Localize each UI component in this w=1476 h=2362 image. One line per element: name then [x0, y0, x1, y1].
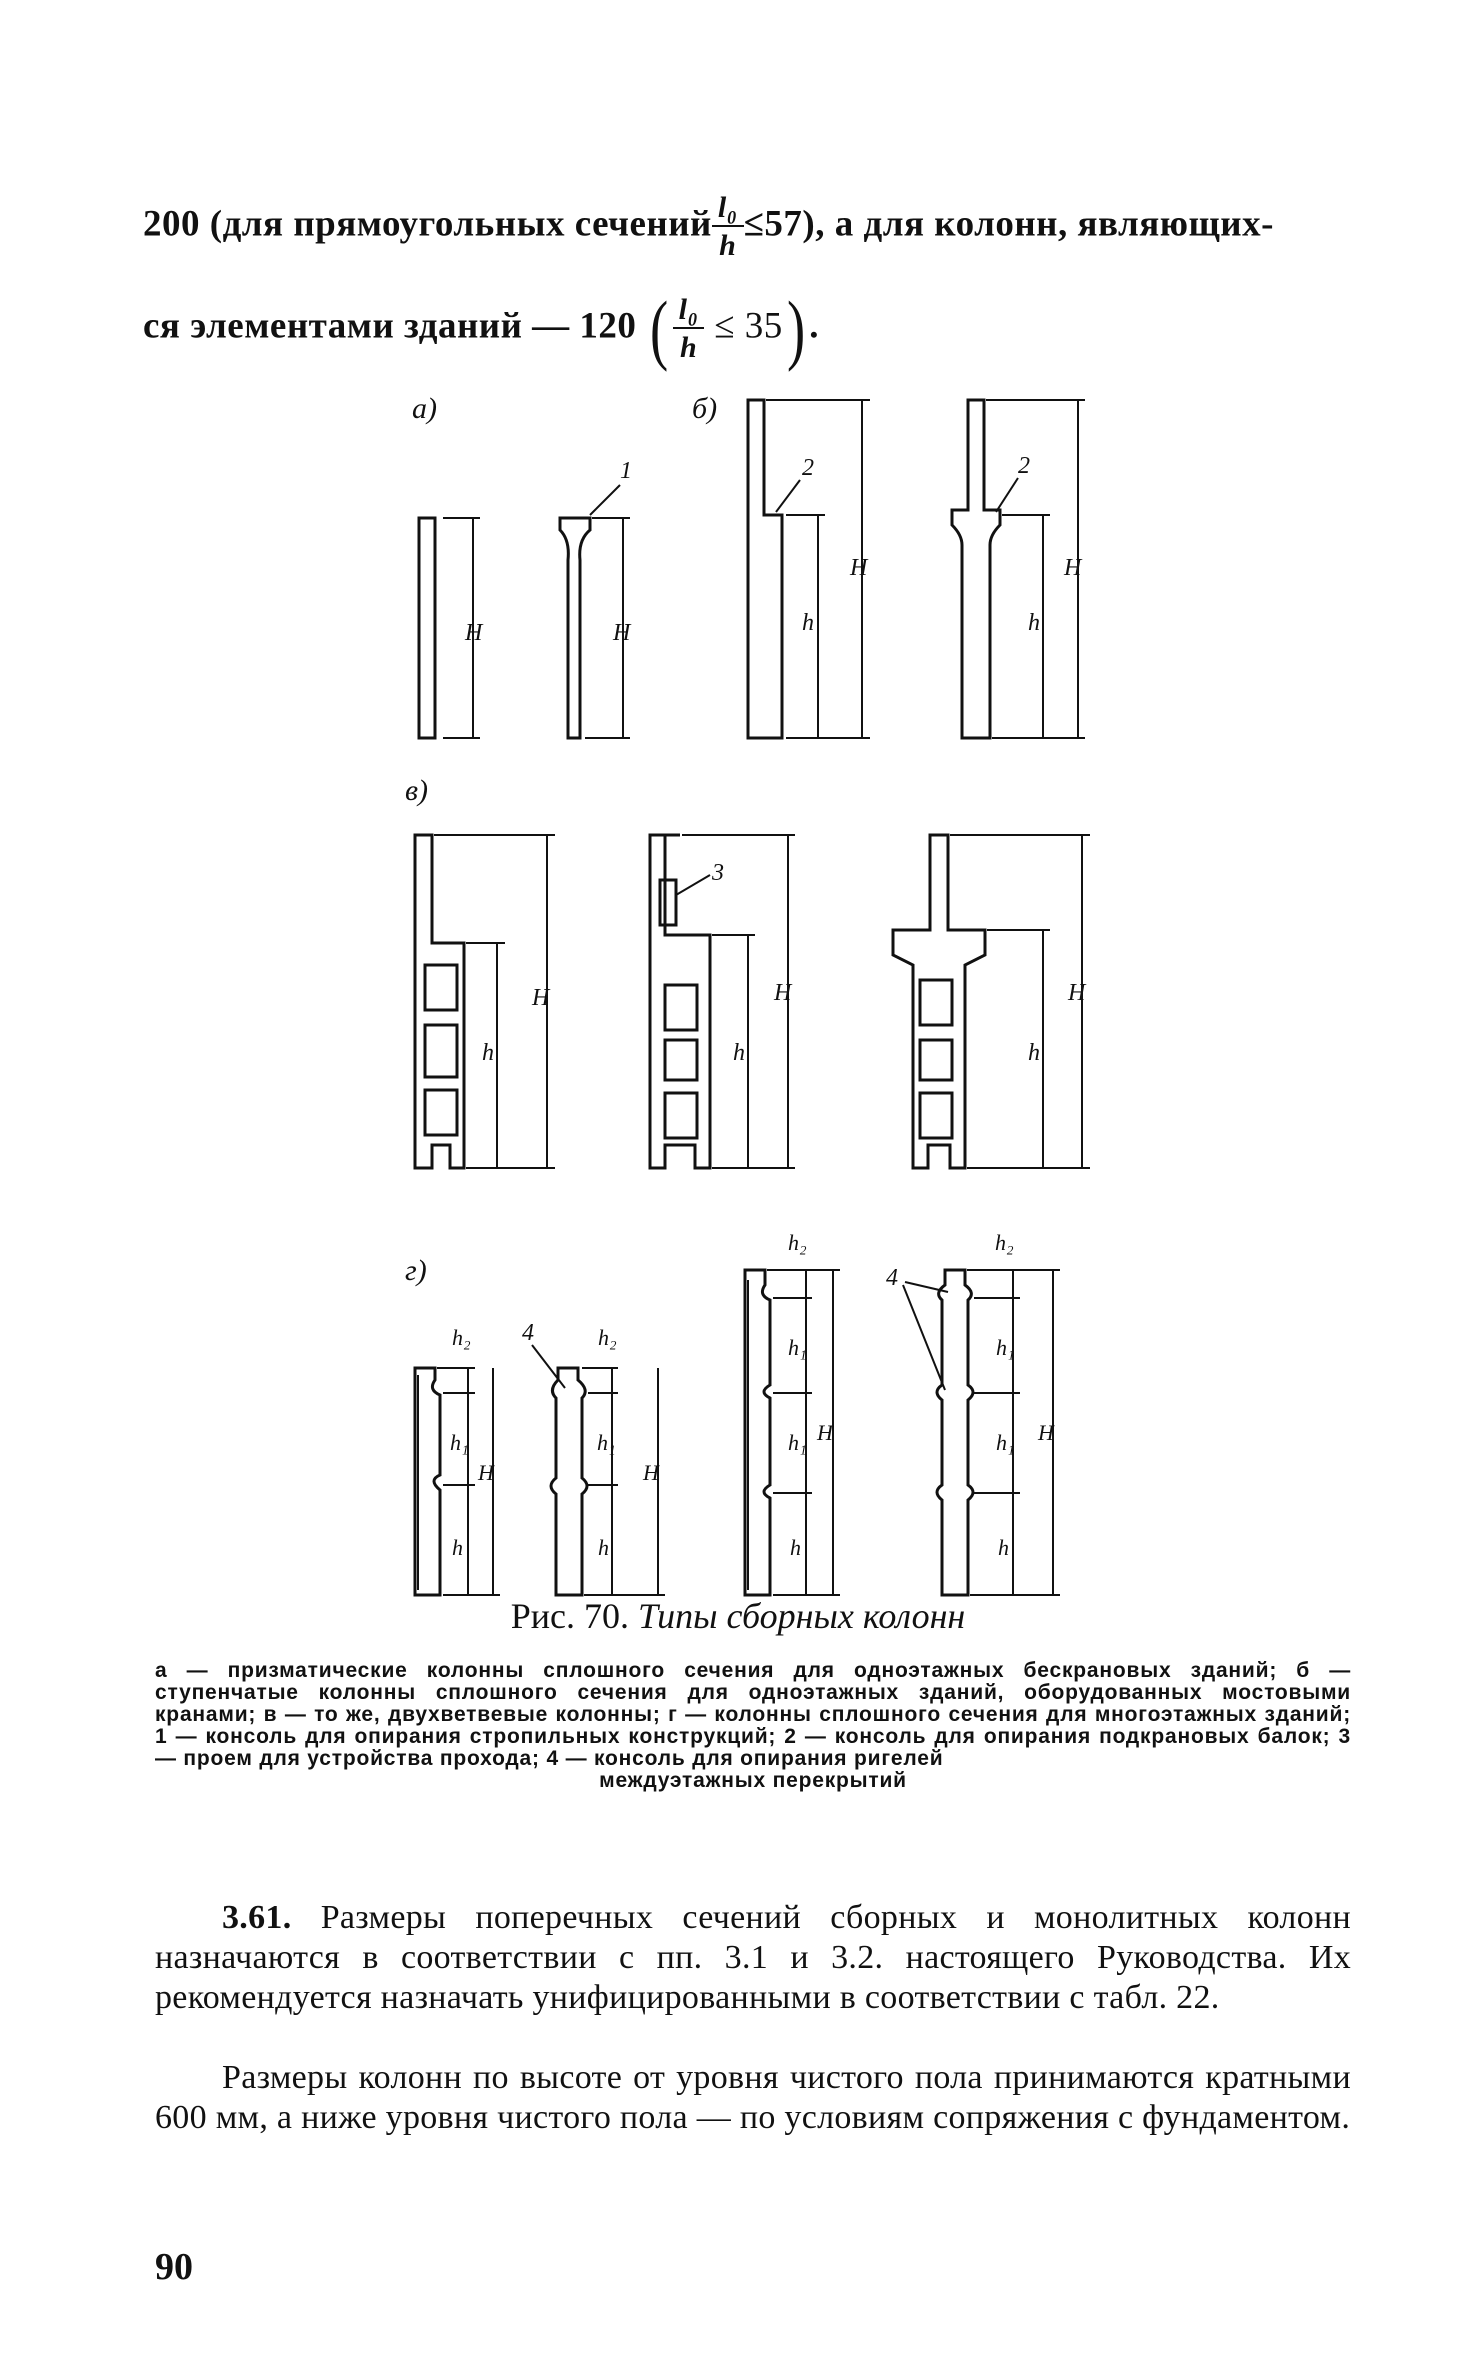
callout-2: 2	[1018, 453, 1030, 479]
formula-line-2-mid: ≤ 35	[714, 305, 783, 347]
dim-label-h1: h₁	[788, 1430, 807, 1455]
dim-label-h1: h₁	[788, 1335, 807, 1360]
column-v2-two-branch-with-passage	[650, 835, 795, 1168]
formula-line-1-start: 200 (для прямоугольных сечений	[143, 203, 712, 245]
dim-label-H: H	[1068, 980, 1086, 1006]
column-g3-multistorey-side-tall	[745, 1230, 840, 1595]
group-label-a: а)	[412, 392, 437, 425]
column-b2-stepped-two-console	[952, 400, 1085, 738]
column-a1-prismatic	[419, 518, 484, 738]
column-b1-stepped	[748, 400, 870, 738]
dim-label-h: h	[733, 1040, 745, 1066]
dim-label-h: h	[790, 1535, 801, 1560]
dim-label-H: H	[532, 985, 550, 1011]
column-a2-with-console	[560, 458, 632, 738]
paragraph-text: Размеры поперечных сечений сборных и монолитных колонн назначаются в соответствии с пп. 3.1 и 3.2. настоящего Руководства. Их рекомендуется назначать унифицированными в соответствии с табл. 22.	[155, 1899, 1351, 2016]
callout-4: 4	[886, 1265, 898, 1291]
legend-last-line: междуэтажных перекрытий	[599, 1769, 907, 1792]
figure-legend	[155, 1660, 1351, 1792]
paragraph-text: Размеры колонн по высоте от уровня чистого пола принимаются кратными 600 мм, а ниже уровня чистого пола — по условиям сопряжения с фундаментом.	[155, 2059, 1351, 2136]
legend-body: а — призматические колонны сплошного сечения для одноэтажных бескрановых зданий; б — ступенчатые колонны сплошного сечения для одноэтажных зданий, оборудованных мостовыми кранами; в — то же, двухветвевые колонны; г — колонны сплошного сечения для многоэтажных зданий; 1 — консоль для опирания стропильных конструкций; 2 — консоль для опирания подкрановых балок; 3 — проем для устройства прохода; 4 — консоль для опирания ригелей	[155, 1659, 1351, 1770]
dim-label-H: H	[643, 1460, 659, 1485]
fraction-numerator: l₀	[673, 295, 705, 329]
dim-label-h: h	[1028, 610, 1040, 636]
figure-title: Типы сборных колонн	[637, 1596, 966, 1636]
dim-label-h: h	[482, 1040, 494, 1066]
fraction-numerator: l₀	[712, 193, 744, 227]
paragraph-number: 3.61.	[222, 1899, 292, 1936]
left-paren: (	[650, 285, 669, 372]
formula-line-2-end: .	[809, 305, 819, 347]
dim-label-h1: h₁	[597, 1430, 616, 1455]
dim-label-H: H	[1038, 1420, 1054, 1445]
dim-label-h: h	[598, 1535, 609, 1560]
formula-line-2-start: ся элементами зданий — 120	[143, 305, 637, 347]
dim-label-h1: h₁	[996, 1430, 1015, 1455]
figure-number: Рис. 70.	[510, 1596, 629, 1636]
dim-label-h: h	[452, 1535, 463, 1560]
right-paren: )	[786, 285, 806, 372]
column-g4-multistorey-two-sided-tall	[886, 1230, 1060, 1595]
dim-label-H: H	[774, 980, 792, 1006]
formula-line-1-mid: ≤57), а для колонн, являющих-	[743, 203, 1274, 245]
dim-label-H: H	[817, 1420, 833, 1445]
column-v1-two-branch	[415, 835, 555, 1168]
dim-label-H: H	[465, 620, 483, 646]
callout-2: 2	[802, 455, 814, 481]
column-g2-multistorey-two-sided	[522, 1320, 665, 1595]
paragraph-heights	[155, 2058, 1351, 2138]
dim-label-h2: h₂	[995, 1230, 1014, 1255]
fraction-denominator: h	[719, 229, 737, 262]
dim-label-H: H	[478, 1460, 494, 1485]
callout-3: 3	[712, 860, 724, 886]
page-number: 90	[155, 2246, 193, 2288]
dim-label-h2: h₂	[598, 1325, 617, 1350]
dim-label-h: h	[998, 1535, 1009, 1560]
dim-label-h2: h₂	[452, 1325, 471, 1350]
dim-label-h: h	[802, 610, 814, 636]
column-g1-multistorey-side	[415, 1325, 500, 1595]
dim-label-H: H	[613, 620, 631, 646]
paragraph-3-61	[155, 1898, 1351, 2018]
fraction-denominator: h	[679, 331, 698, 364]
column-v3-two-branch-symmetric	[893, 835, 1090, 1168]
dim-label-H: H	[1064, 555, 1082, 581]
dim-label-h1: h₁	[450, 1430, 469, 1455]
dim-label-h1: h₁	[996, 1335, 1015, 1360]
dim-label-H: H	[850, 555, 868, 581]
group-label-g: г)	[405, 1254, 427, 1287]
figure-caption-title	[0, 1595, 1476, 1637]
group-label-b: б)	[692, 392, 718, 425]
callout-1: 1	[620, 458, 632, 484]
callout-4: 4	[522, 1320, 534, 1346]
dim-label-h2: h₂	[788, 1230, 807, 1255]
dim-label-h: h	[1028, 1040, 1040, 1066]
group-label-v: в)	[405, 774, 429, 807]
